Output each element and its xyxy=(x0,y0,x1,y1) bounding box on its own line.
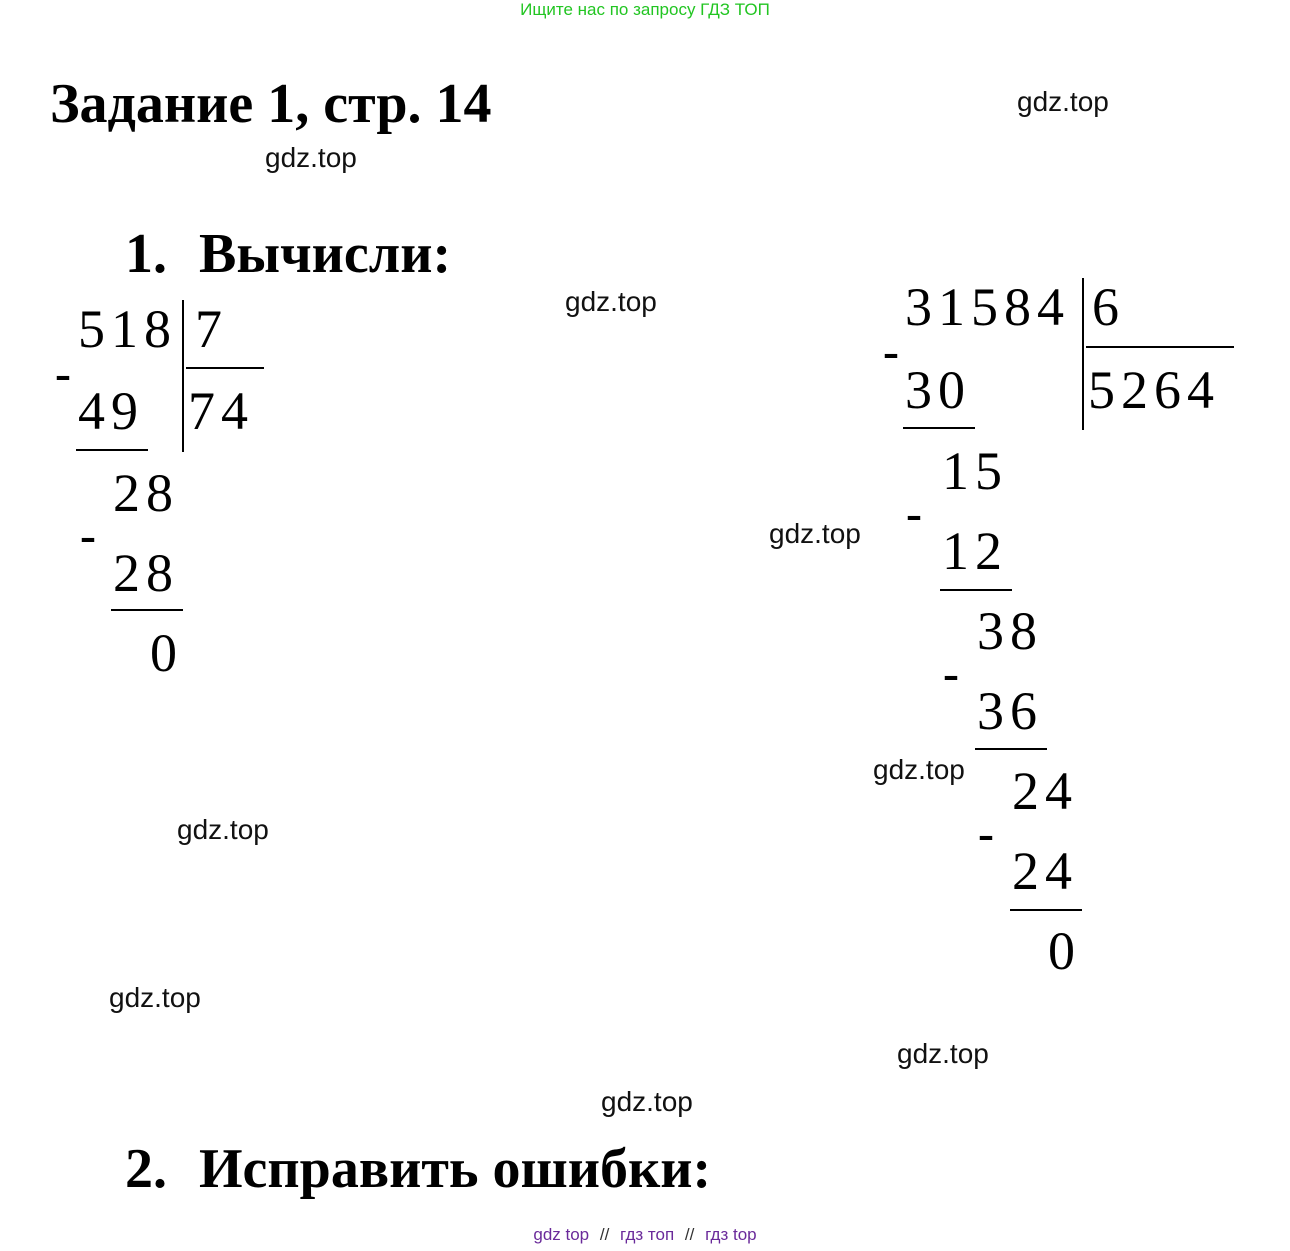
step-2-3: 12 xyxy=(942,521,1008,581)
division-bar-2 xyxy=(1082,278,1084,430)
step-1-2: 28 xyxy=(113,463,179,523)
section-2-label: Исправить ошибки: xyxy=(199,1138,712,1200)
step-line-2-4 xyxy=(1010,909,1082,911)
divisor-1: 7 xyxy=(195,299,228,359)
watermark: gdz.top xyxy=(769,518,861,549)
watermark: gdz.top xyxy=(601,1086,693,1117)
section-2-number: 2. xyxy=(125,1138,167,1200)
step-2-4: 38 xyxy=(977,601,1043,661)
step-1-4: 0 xyxy=(150,623,183,683)
step-2-8: 0 xyxy=(1048,921,1081,981)
page-title: Задание 1, стр. 14 xyxy=(50,73,492,135)
watermark: gdz.top xyxy=(873,754,965,785)
footer-link-3[interactable]: гдз top xyxy=(705,1225,757,1244)
dividend-1: 518 xyxy=(78,299,177,359)
minus-sign: - xyxy=(978,807,994,860)
watermark: gdz.top xyxy=(1017,86,1109,117)
watermark: gdz.top xyxy=(109,982,201,1013)
minus-sign: - xyxy=(55,347,71,400)
step-line-1-1 xyxy=(76,449,148,451)
divisor-underline-1 xyxy=(186,367,264,369)
division-bar-1 xyxy=(182,300,184,452)
footer-link-1[interactable]: gdz top xyxy=(533,1225,590,1244)
minus-sign: - xyxy=(80,509,96,562)
step-line-2-2 xyxy=(940,589,1012,591)
section-1-heading xyxy=(125,222,451,286)
section-1-label: Вычисли: xyxy=(199,223,452,285)
step-2-5: 36 xyxy=(977,681,1043,741)
top-banner[interactable]: Ищите нас по запросу ГДЗ ТОП xyxy=(520,0,770,19)
quotient-2: 5264 xyxy=(1088,360,1220,420)
step-2-7: 24 xyxy=(1012,841,1078,901)
minus-sign: - xyxy=(906,487,922,540)
step-line-2-3 xyxy=(975,748,1047,750)
section-2-heading xyxy=(125,1137,711,1201)
step-1-1: 49 xyxy=(78,381,144,441)
step-2-1: 30 xyxy=(905,360,971,420)
footer-separator: // xyxy=(599,1225,610,1244)
step-2-2: 15 xyxy=(942,441,1008,501)
step-2-6: 24 xyxy=(1012,761,1078,821)
minus-sign: - xyxy=(943,647,959,700)
quotient-1: 74 xyxy=(188,381,254,441)
step-1-3: 28 xyxy=(113,543,179,603)
dividend-2: 31584 xyxy=(905,277,1070,337)
step-line-2-1 xyxy=(903,427,975,429)
footer-link-2[interactable]: гдз топ xyxy=(620,1225,675,1244)
divisor-2: 6 xyxy=(1092,277,1125,337)
watermark: gdz.top xyxy=(897,1038,989,1069)
watermark: gdz.top xyxy=(265,142,357,173)
footer-separator: // xyxy=(684,1225,695,1244)
watermark: gdz.top xyxy=(177,814,269,845)
step-line-1-2 xyxy=(111,609,183,611)
watermark: gdz.top xyxy=(565,286,657,317)
minus-sign: - xyxy=(883,325,899,378)
footer-links xyxy=(0,1225,1290,1245)
divisor-underline-2 xyxy=(1086,346,1234,348)
section-1-number: 1. xyxy=(125,223,167,285)
